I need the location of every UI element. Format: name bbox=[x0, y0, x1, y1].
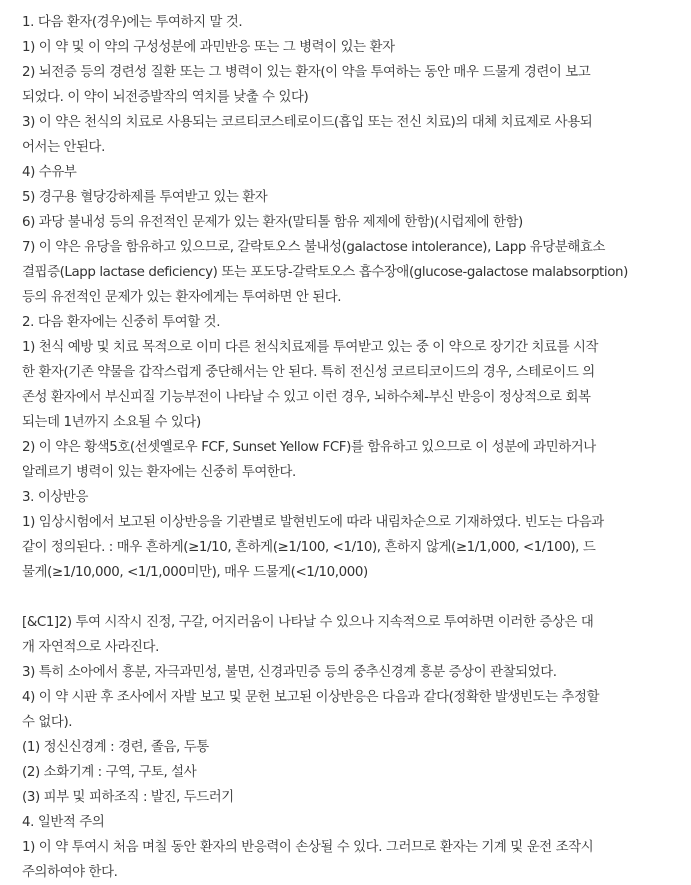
text-line: 2. 다음 환자에는 신중히 투여할 것. bbox=[22, 315, 221, 330]
text-line: (3) 피부 및 피하조직 : 발진, 두드러기 bbox=[22, 790, 234, 805]
text-line: 1. 다음 환자(경우)에는 투여하지 말 것. bbox=[22, 15, 243, 30]
text-line: 4. 일반적 주의 bbox=[22, 815, 105, 830]
text-line: 수 없다). bbox=[22, 715, 73, 730]
text-line: 5) 경구용 혈당강하제를 투여받고 있는 환자 bbox=[22, 190, 268, 205]
text-line: (1) 정신신경계 : 경련, 졸음, 두통 bbox=[22, 740, 209, 755]
document-body bbox=[22, 10, 684, 885]
text-line: 2) 이 약은 황색5호(선셋옐로우 FCF, Sunset Yellow FCF)를 함유하고 있으므로 이 성분에 과민하거나 bbox=[22, 440, 596, 455]
text-line: 3. 이상반응 bbox=[22, 490, 88, 505]
text-line: 물게(≥1/10,000, <1/1,000미만), 매우 드물게(<1/10,000) bbox=[22, 565, 368, 580]
text-line: 같이 정의된다. : 매우 흔하게(≥1/10, 흔하게(≥1/100, <1/10), 흔하지 않게(≥1/1,000, <1/100), 드 bbox=[22, 540, 596, 555]
text-line: 1) 임상시험에서 보고된 이상반응을 기관별로 발현빈도에 따라 내림차순으로 기재하였다. 빈도는 다음과 bbox=[22, 515, 604, 530]
text-line: 되었다. 이 약이 뇌전증발작의 역치를 낮출 수 있다) bbox=[22, 90, 309, 105]
text-line: 4) 이 약 시판 후 조사에서 자발 보고 및 문헌 보고된 이상반응은 다음과 같다(정확한 발생빈도는 추정할 bbox=[22, 690, 600, 705]
text-line: 되는데 1년까지 소요될 수 있다) bbox=[22, 415, 201, 430]
text-line bbox=[22, 585, 684, 610]
text-line: 6) 과당 불내성 등의 유전적인 문제가 있는 환자(말티톨 함유 제제에 한함)(시럽제에 한함) bbox=[22, 215, 523, 230]
text-line: 2) 뇌전증 등의 경련성 질환 또는 그 병력이 있는 환자(이 약을 투여하는 동안 매우 드물게 경련이 보고 bbox=[22, 65, 591, 80]
text-line: 주의하여야 한다. bbox=[22, 865, 118, 880]
text-line: 결핍증(Lapp lactase deficiency) 또는 포도당-갈락토오스 흡수장애(glucose-galactose malabsorption) bbox=[22, 265, 628, 280]
text-line: 등의 유전적인 문제가 있는 환자에게는 투여하면 안 된다. bbox=[22, 290, 342, 305]
text-line: 어서는 안된다. bbox=[22, 140, 105, 155]
text-line: 존성 환자에서 부신피질 기능부전이 나타날 수 있고 이런 경우, 뇌하수체-부신 반응이 정상적으로 회복 bbox=[22, 390, 591, 405]
text-line: 1) 이 약 투여시 처음 며칠 동안 환자의 반응력이 손상될 수 있다. 그러므로 환자는 기계 및 운전 조작시 bbox=[22, 840, 594, 855]
text-line: 3) 이 약은 천식의 치료로 사용되는 코르티코스테로이드(흡입 또는 전신 치료)의 대체 치료제로 사용되 bbox=[22, 115, 593, 130]
text-line: [&C1]2) 투여 시작시 진정, 구갈, 어지러움이 나타날 수 있으나 지속적으로 투여하면 이러한 증상은 대 bbox=[22, 615, 594, 630]
text-line: 한 환자(기존 약물을 갑작스럽게 중단해서는 안 된다. 특히 전신성 코르티코이드의 경우, 스테로이드 의 bbox=[22, 365, 595, 380]
text-line: 7) 이 약은 유당을 함유하고 있으므로, 갈락토오스 불내성(galactose intolerance), Lapp 유당분해효소 bbox=[22, 240, 605, 255]
text-line: 개 자연적으로 사라진다. bbox=[22, 640, 159, 655]
text-line: 3) 특히 소아에서 흥분, 자극과민성, 불면, 신경과민증 등의 중추신경계 흥분 증상이 관찰되었다. bbox=[22, 665, 557, 680]
text-line: (2) 소화기계 : 구역, 구토, 설사 bbox=[22, 765, 197, 780]
text-line: 알레르기 병력이 있는 환자에는 신중히 투여한다. bbox=[22, 465, 296, 480]
text-line: 4) 수유부 bbox=[22, 165, 77, 180]
text-line: 1) 천식 예방 및 치료 목적으로 이미 다른 천식치료제를 투여받고 있는 중 이 약으로 장기간 치료를 시작 bbox=[22, 340, 599, 355]
text-line: 1) 이 약 및 이 약의 구성성분에 과민반응 또는 그 병력이 있는 환자 bbox=[22, 40, 395, 55]
